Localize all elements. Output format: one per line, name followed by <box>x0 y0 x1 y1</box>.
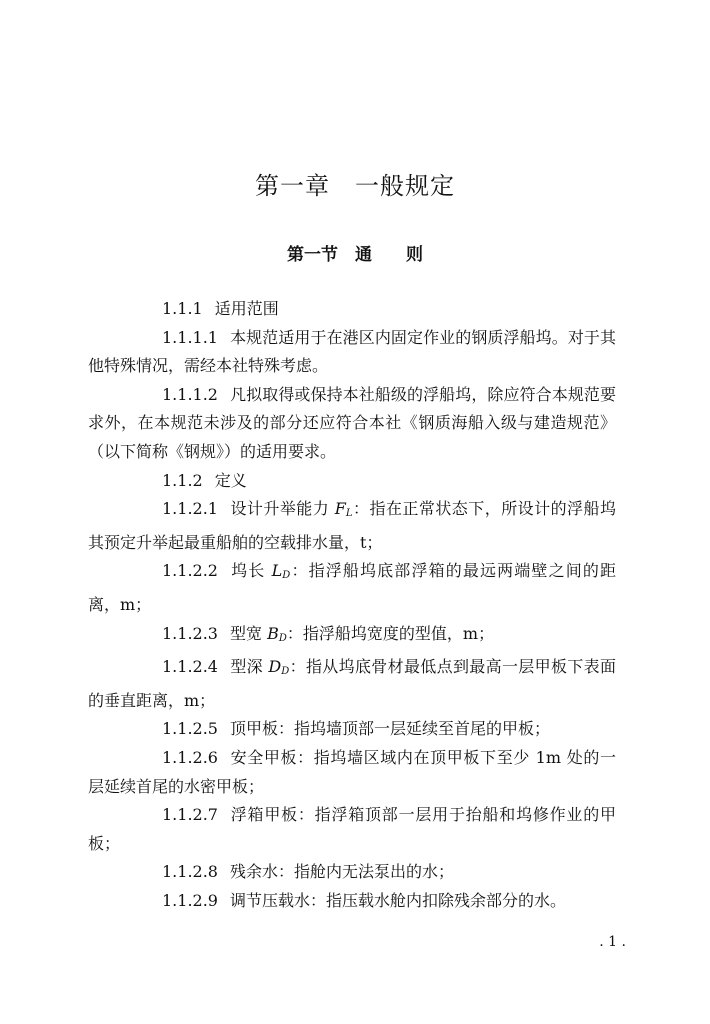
clause-1-1-2-6 <box>88 744 616 801</box>
term-symbol: D <box>268 657 282 677</box>
page-number: . 1 . <box>599 934 626 950</box>
term-symbol-subscript: D <box>278 632 287 644</box>
clause-number: 1.1.1.1 <box>162 327 218 347</box>
clause-text: 本规范适用于在港区内固定作业的钢质浮船坞。对于其他特殊情况，需经本社特殊考虑。 <box>88 327 616 376</box>
term-symbol: L <box>271 561 283 581</box>
term-symbol: B <box>267 623 279 643</box>
clause-1-1-2-9 <box>88 887 616 916</box>
clause-number: 1.1.2.2 <box>162 561 218 581</box>
clause-1-1-2-5 <box>88 715 616 744</box>
term-definition: ：指浮船坞底部浮箱的最远两端壁之间的距离，m； <box>88 561 616 614</box>
clause-number: 1.1.2.6 <box>162 747 218 767</box>
clause-1-1-2-2 <box>88 557 616 619</box>
clause-number: 1.1.2.8 <box>162 862 218 882</box>
clause-1-1-2-1 <box>88 495 616 557</box>
term-label: 设计升举能力 <box>229 499 330 519</box>
clause-number: 1.1.1.2 <box>162 384 218 404</box>
section-title: 第一节 通 则 <box>287 245 423 265</box>
clause-text: 适用范围 <box>214 299 279 318</box>
clause-text: 安全甲板：指坞墙区域内在顶甲板下至少 1m 处的一层延续首尾的水密甲板； <box>88 747 616 796</box>
document-body <box>88 295 616 915</box>
chapter-title: 第一章 一般规定 <box>255 172 455 200</box>
clause-number: 1.1.2.1 <box>162 499 218 519</box>
term-symbol-subscript: D <box>282 570 291 582</box>
term-definition: ：指浮船坞宽度的型值，m； <box>286 623 495 643</box>
clause-1-1-2 <box>88 467 616 496</box>
term-definition: ：指从坞底骨材最低点到最高一层甲板下表面的垂直距离，m； <box>88 657 616 710</box>
clause-text: 浮箱甲板：指浮箱顶部一层用于抬船和坞修作业的甲板； <box>88 805 616 853</box>
clause-number: 1.1.2.3 <box>162 623 218 643</box>
clause-number: 1.1.2 <box>162 470 203 490</box>
clause-text: 凡拟取得或保持本社船级的浮船坞，除应符合本规范要求外，在本规范未涉及的部分还应符合本社《钢质海船入级与建造规范》（以下简称《钢规》）的适用要求。 <box>88 384 616 461</box>
term-label: 型宽 <box>229 623 262 643</box>
term-symbol: F <box>334 499 346 519</box>
term-label: 型深 <box>229 657 263 677</box>
clause-1-1-1-1 <box>88 324 616 381</box>
clause-1-1-2-7 <box>88 801 616 858</box>
clause-text: 顶甲板：指坞墙顶部一层延续至首尾的甲板； <box>229 719 550 739</box>
term-symbol-subscript: D <box>281 666 290 678</box>
term-definition: ：指在正常状态下，所设计的浮船坞其预定升举起最重船舶的空载排水量，t； <box>88 499 616 552</box>
clause-text: 调节压载水：指压载水舱内扣除残余部分的水。 <box>229 890 566 910</box>
clause-1-1-2-3 <box>88 620 616 654</box>
clause-1-1-2-4 <box>88 653 616 715</box>
clause-number: 1.1.2.5 <box>162 719 218 739</box>
term-label: 坞长 <box>229 561 266 581</box>
clause-number: 1.1.2.7 <box>162 805 218 825</box>
clause-1-1-1 <box>88 295 616 324</box>
clause-1-1-2-8 <box>88 858 616 887</box>
clause-text: 定义 <box>214 470 247 490</box>
clause-number: 1.1.1 <box>162 299 203 318</box>
clause-text: 残余水：指舱内无法泵出的水； <box>229 862 454 882</box>
clause-number: 1.1.2.4 <box>162 657 218 677</box>
clause-number: 1.1.2.9 <box>162 890 218 910</box>
clause-1-1-1-2 <box>88 381 616 467</box>
term-symbol-subscript: L <box>345 508 353 520</box>
